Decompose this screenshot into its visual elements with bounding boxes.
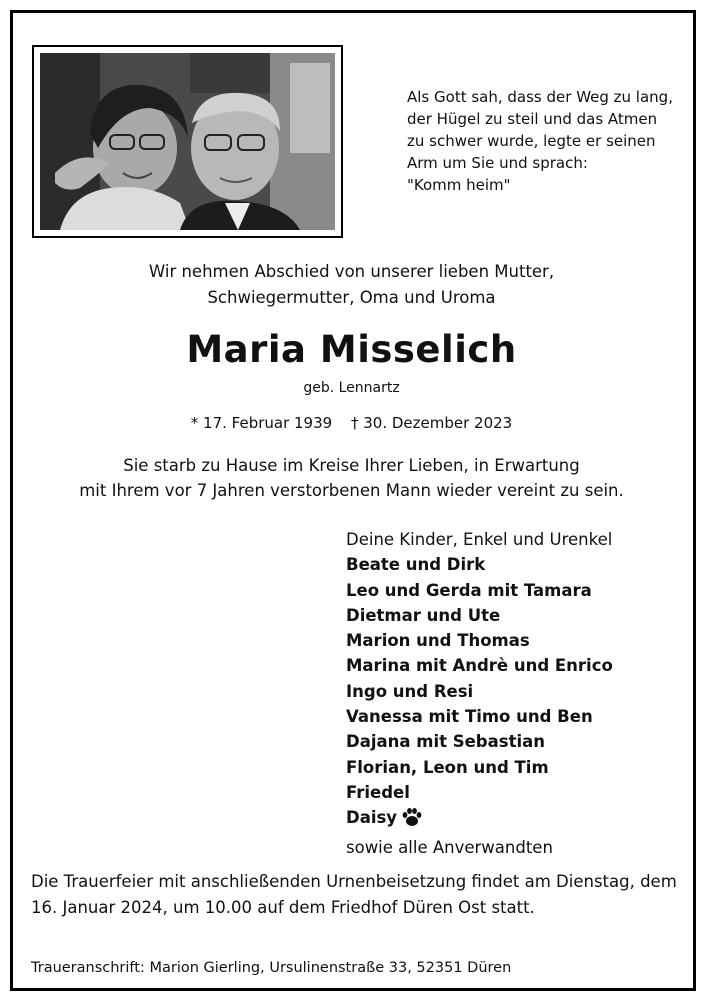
family-member: Beate und Dirk [346,555,486,575]
family-member: Dajana mit Sebastian [346,732,545,752]
birth-date: * 17. Februar 1939 [190,414,333,432]
family-member: Friedel [346,782,410,802]
life-dates [0,412,703,434]
family-list [346,527,686,860]
intro-text: Wir nehmen Abschied von unserer lieben Mutter, Schwiegermutter, Oma und Uroma [148,262,555,307]
memorial-photo [40,53,335,230]
family-member: Leo und Gerda mit Tamara [346,580,592,600]
ceremony-info: Die Trauerfeier mit anschließenden Urnenbeisetzung findet am Dienstag, dem 16. Januar 2024, um 10.00 auf dem Friedhof Düren Ost statt. [31,872,677,917]
paw-icon [401,807,423,834]
pet-name: Daisy [346,808,398,828]
family-heading: Deine Kinder, Enkel und Urenkel [346,530,613,549]
family-member: Vanessa mit Timo und Ben [346,707,593,727]
family-closing: sowie alle Anverwandten [346,837,553,857]
deceased-name: Maria Misselich [186,328,517,371]
death-description: Sie starb zu Hause im Kreise Ihrer Lieben, in Erwartung mit Ihrem vor 7 Jahren verstorbenen Mann wieder vereint zu sein. [79,456,624,500]
family-member: Dietmar und Ute [346,605,501,625]
memorial-poem: Als Gott sah, dass der Weg zu lang, der Hügel zu steil und das Atmen zu schwer wurde, legte er seinen Arm um Sie und sprach: "Komm heim" [407,88,673,194]
family-member: Marina mit Andrè und Enrico [346,656,613,676]
photo-frame [32,45,343,238]
birth-name: geb. Lennartz [303,380,400,396]
family-member: Florian, Leon und Tim [346,757,549,777]
family-member: Ingo und Resi [346,681,474,701]
family-member: Marion und Thomas [346,631,530,651]
couple-photo-illustration [40,53,335,230]
family-member-pet [346,805,686,834]
condolence-address: Traueranschrift: Marion Gierling, Ursulinenstraße 33, 52351 Düren [31,960,512,976]
death-date: † 30. Dezember 2023 [350,414,513,432]
